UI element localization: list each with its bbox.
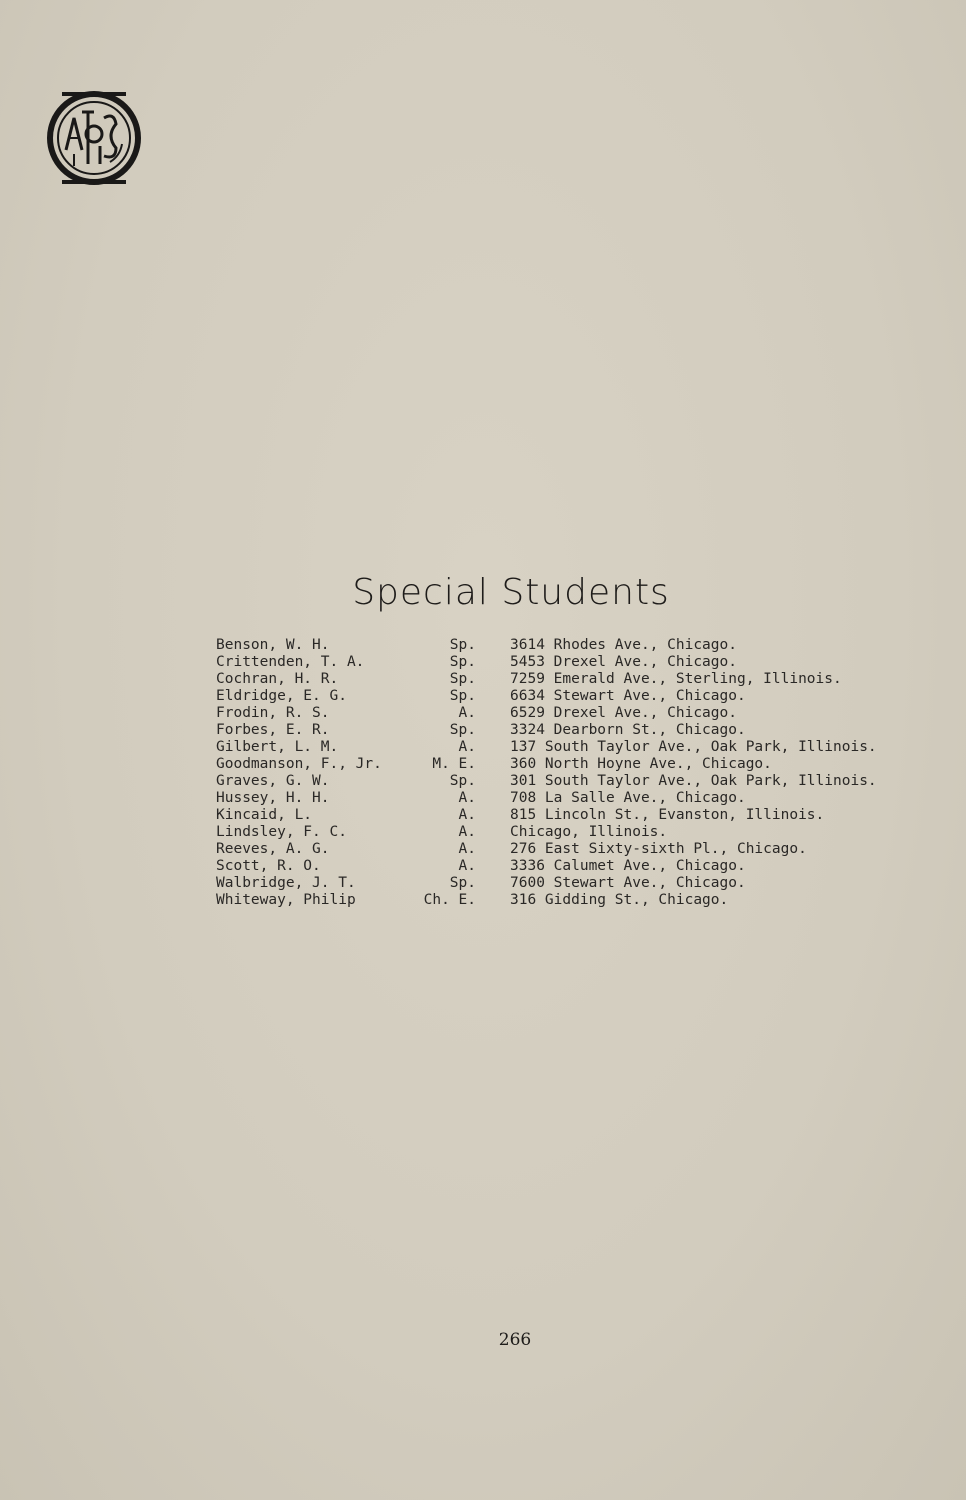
student-address: 137 South Taylor Ave., Oak Park, Illinois. <box>510 739 877 755</box>
atlas-1910-logo <box>44 90 144 186</box>
student-name: Forbes, E. R. <box>216 722 330 738</box>
student-course: A. <box>458 841 476 857</box>
student-roster <box>216 637 877 909</box>
student-name: Eldridge, E. G. <box>216 688 347 704</box>
page-title: Special Students <box>352 572 670 613</box>
student-address: 3336 Calumet Ave., Chicago. <box>510 858 746 874</box>
student-name: Cochran, H. R. <box>216 671 339 687</box>
student-course: A. <box>458 739 476 755</box>
list-item <box>216 807 856 824</box>
student-name: Frodin, R. S. <box>216 705 330 721</box>
student-address: 7259 Emerald Ave., Sterling, Illinois. <box>510 671 842 687</box>
list-item <box>216 722 856 739</box>
student-name: Lindsley, F. C. <box>216 824 347 840</box>
student-course: A. <box>458 858 476 874</box>
student-course: A. <box>458 790 476 806</box>
list-item <box>216 637 856 654</box>
list-item <box>216 671 856 688</box>
page-number: 266 <box>498 1330 532 1350</box>
student-address: 708 La Salle Ave., Chicago. <box>510 790 746 806</box>
student-course: Ch. E. <box>423 892 476 908</box>
student-name: Reeves, A. G. <box>216 841 330 857</box>
list-item <box>216 688 856 705</box>
student-address: Chicago, Illinois. <box>510 824 668 840</box>
student-name: Walbridge, J. T. <box>216 875 356 891</box>
list-item <box>216 705 856 722</box>
student-address: 301 South Taylor Ave., Oak Park, Illinois. <box>510 773 877 789</box>
student-course: Sp. <box>449 671 476 687</box>
student-name: Crittenden, T. A. <box>216 654 365 670</box>
student-address: 6634 Stewart Ave., Chicago. <box>510 688 746 704</box>
student-course: Sp. <box>449 654 476 670</box>
student-name: Goodmanson, F., Jr. <box>216 756 382 772</box>
atlas-1910-monogram-seal-icon <box>44 90 144 186</box>
student-address: 7600 Stewart Ave., Chicago. <box>510 875 746 891</box>
list-item <box>216 875 856 892</box>
list-item <box>216 654 856 671</box>
student-name: Hussey, H. H. <box>216 790 330 806</box>
student-course: A. <box>458 824 476 840</box>
student-course: Sp. <box>449 688 476 704</box>
list-item <box>216 756 856 773</box>
list-item <box>216 773 877 790</box>
student-address: 815 Lincoln St., Evanston, Illinois. <box>510 807 825 823</box>
list-item <box>216 739 877 756</box>
student-name: Benson, W. H. <box>216 637 330 653</box>
list-item <box>216 841 856 858</box>
student-address: 276 East Sixty-sixth Pl., Chicago. <box>510 841 807 857</box>
student-course: Sp. <box>449 722 476 738</box>
student-course: Sp. <box>449 875 476 891</box>
student-name: Kincaid, L. <box>216 807 313 823</box>
student-name: Gilbert, L. M. <box>216 739 339 755</box>
student-address: 3614 Rhodes Ave., Chicago. <box>510 637 737 653</box>
student-address: 316 Gidding St., Chicago. <box>510 892 729 908</box>
list-item <box>216 790 856 807</box>
student-name: Graves, G. W. <box>216 773 330 789</box>
student-course: A. <box>458 807 476 823</box>
student-name: Whiteway, Philip <box>216 892 356 908</box>
student-course: M. E. <box>432 756 476 772</box>
student-address: 5453 Drexel Ave., Chicago. <box>510 654 737 670</box>
student-address: 6529 Drexel Ave., Chicago. <box>510 705 737 721</box>
student-course: Sp. <box>449 773 476 789</box>
student-course: Sp. <box>449 637 476 653</box>
list-item <box>216 858 856 875</box>
student-address: 3324 Dearborn St., Chicago. <box>510 722 746 738</box>
list-item <box>216 892 856 909</box>
student-course: A. <box>458 705 476 721</box>
student-name: Scott, R. O. <box>216 858 321 874</box>
list-item <box>216 824 856 841</box>
student-address: 360 North Hoyne Ave., Chicago. <box>510 756 772 772</box>
